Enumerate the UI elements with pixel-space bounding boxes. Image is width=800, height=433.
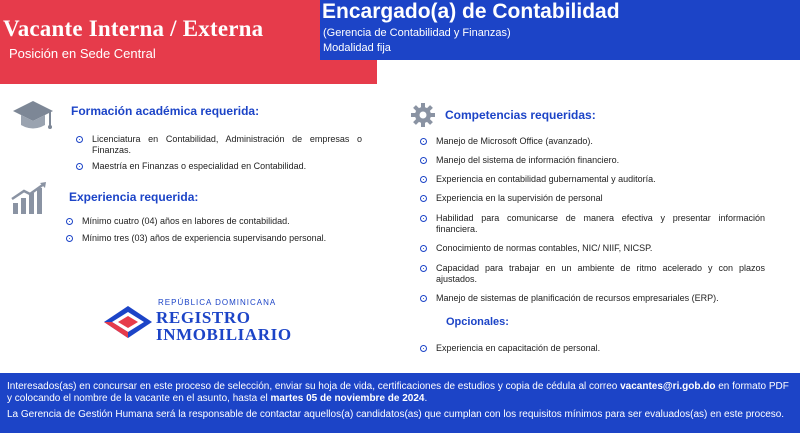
experience-list bbox=[66, 216, 357, 244]
bullet-icon bbox=[66, 218, 73, 225]
gear-icon bbox=[410, 102, 436, 128]
list-item: Licenciatura en Contabilidad, Administración de empresas o Finanzas. bbox=[76, 134, 362, 156]
optional-title: Opcionales: bbox=[446, 316, 509, 328]
graduation-cap-icon bbox=[12, 99, 54, 133]
list-item: Mínimo cuatro (04) años en labores de contabilidad. bbox=[66, 216, 357, 227]
education-title: Formación académica requerida: bbox=[71, 104, 260, 118]
bullet-icon bbox=[420, 195, 427, 202]
footer-paragraph-1: Interesados(as) en concursar en este proceso de selección, enviar su hoja de vida, certificaciones de estudios y copia de cédula al correo vacantes@ri.gob.do en formato PDF y colocando el nombre de la vacante en el asunto, hasta el martes 05 de noviembre de 2024. bbox=[7, 381, 789, 404]
optional-list bbox=[420, 343, 765, 354]
list-item: Manejo de sistemas de planificación de recursos empresariales (ERP). bbox=[420, 293, 765, 304]
footer-instructions bbox=[0, 373, 800, 433]
bullet-icon bbox=[420, 265, 427, 272]
bullet-icon bbox=[420, 157, 427, 164]
bullet-icon bbox=[76, 136, 83, 143]
bullet-icon bbox=[420, 295, 427, 302]
list-item: Conocimiento de normas contables, NIC/ NIIF, NICSP. bbox=[420, 243, 765, 254]
deadline: martes 05 de noviembre de 2024 bbox=[270, 393, 425, 404]
contact-email[interactable]: vacantes@ri.gob.do bbox=[620, 381, 716, 392]
bullet-icon bbox=[420, 176, 427, 183]
bullet-icon bbox=[66, 235, 73, 242]
bullet-icon bbox=[76, 163, 83, 170]
bullet-icon bbox=[420, 245, 427, 252]
list-item: Experiencia en contabilidad gubernamental y auditoría. bbox=[420, 174, 765, 185]
list-item: Manejo de Microsoft Office (avanzado). bbox=[420, 136, 765, 147]
registro-inmobiliario-logo-icon bbox=[103, 305, 153, 339]
job-title: Encargado(a) de Contabilidad bbox=[322, 0, 620, 23]
list-item: Habilidad para comunicarse de manera efectiva y presentar información financiera. bbox=[420, 213, 765, 235]
list-item: Experiencia en capacitación de personal. bbox=[420, 343, 765, 354]
logo-country: REPÚBLICA DOMINICANA bbox=[158, 298, 277, 307]
modality: Modalidad fija bbox=[323, 42, 391, 54]
list-item: Capacidad para trabajar en un ambiente de ritmo acelerado y con plazos ajustados. bbox=[420, 263, 765, 285]
department: (Gerencia de Contabilidad y Finanzas) bbox=[323, 27, 511, 39]
logo-line2: INMOBILIARIO bbox=[156, 325, 292, 344]
list-item: Manejo del sistema de información financiero. bbox=[420, 155, 765, 166]
bullet-icon bbox=[420, 345, 427, 352]
bullet-icon bbox=[420, 215, 427, 222]
header-blue-panel bbox=[320, 0, 800, 60]
bullet-icon bbox=[420, 138, 427, 145]
experience-title: Experiencia requerida: bbox=[69, 190, 199, 204]
location-subtitle: Posición en Sede Central bbox=[9, 46, 156, 61]
list-item: Mínimo tres (03) años de experiencia supervisando personal. bbox=[66, 233, 357, 244]
education-list bbox=[76, 134, 362, 172]
competencies-list bbox=[420, 136, 765, 304]
logo-line1: REGISTRO bbox=[156, 308, 251, 327]
footer-paragraph-2: La Gerencia de Gestión Humana será la responsable de contactar aquellos(a) candidatos(as) que cumplan con los requisitos mínimos para ser evaluados(as) en este proceso. bbox=[7, 409, 785, 420]
main-title: Vacante Interna / Externa bbox=[3, 16, 264, 41]
competencies-title: Competencias requeridas: bbox=[445, 108, 596, 122]
list-item: Experiencia en la supervisión de personal bbox=[420, 193, 765, 204]
list-item: Maestría en Finanzas o especialidad en Contabilidad. bbox=[76, 161, 362, 172]
growth-chart-icon bbox=[10, 181, 50, 215]
